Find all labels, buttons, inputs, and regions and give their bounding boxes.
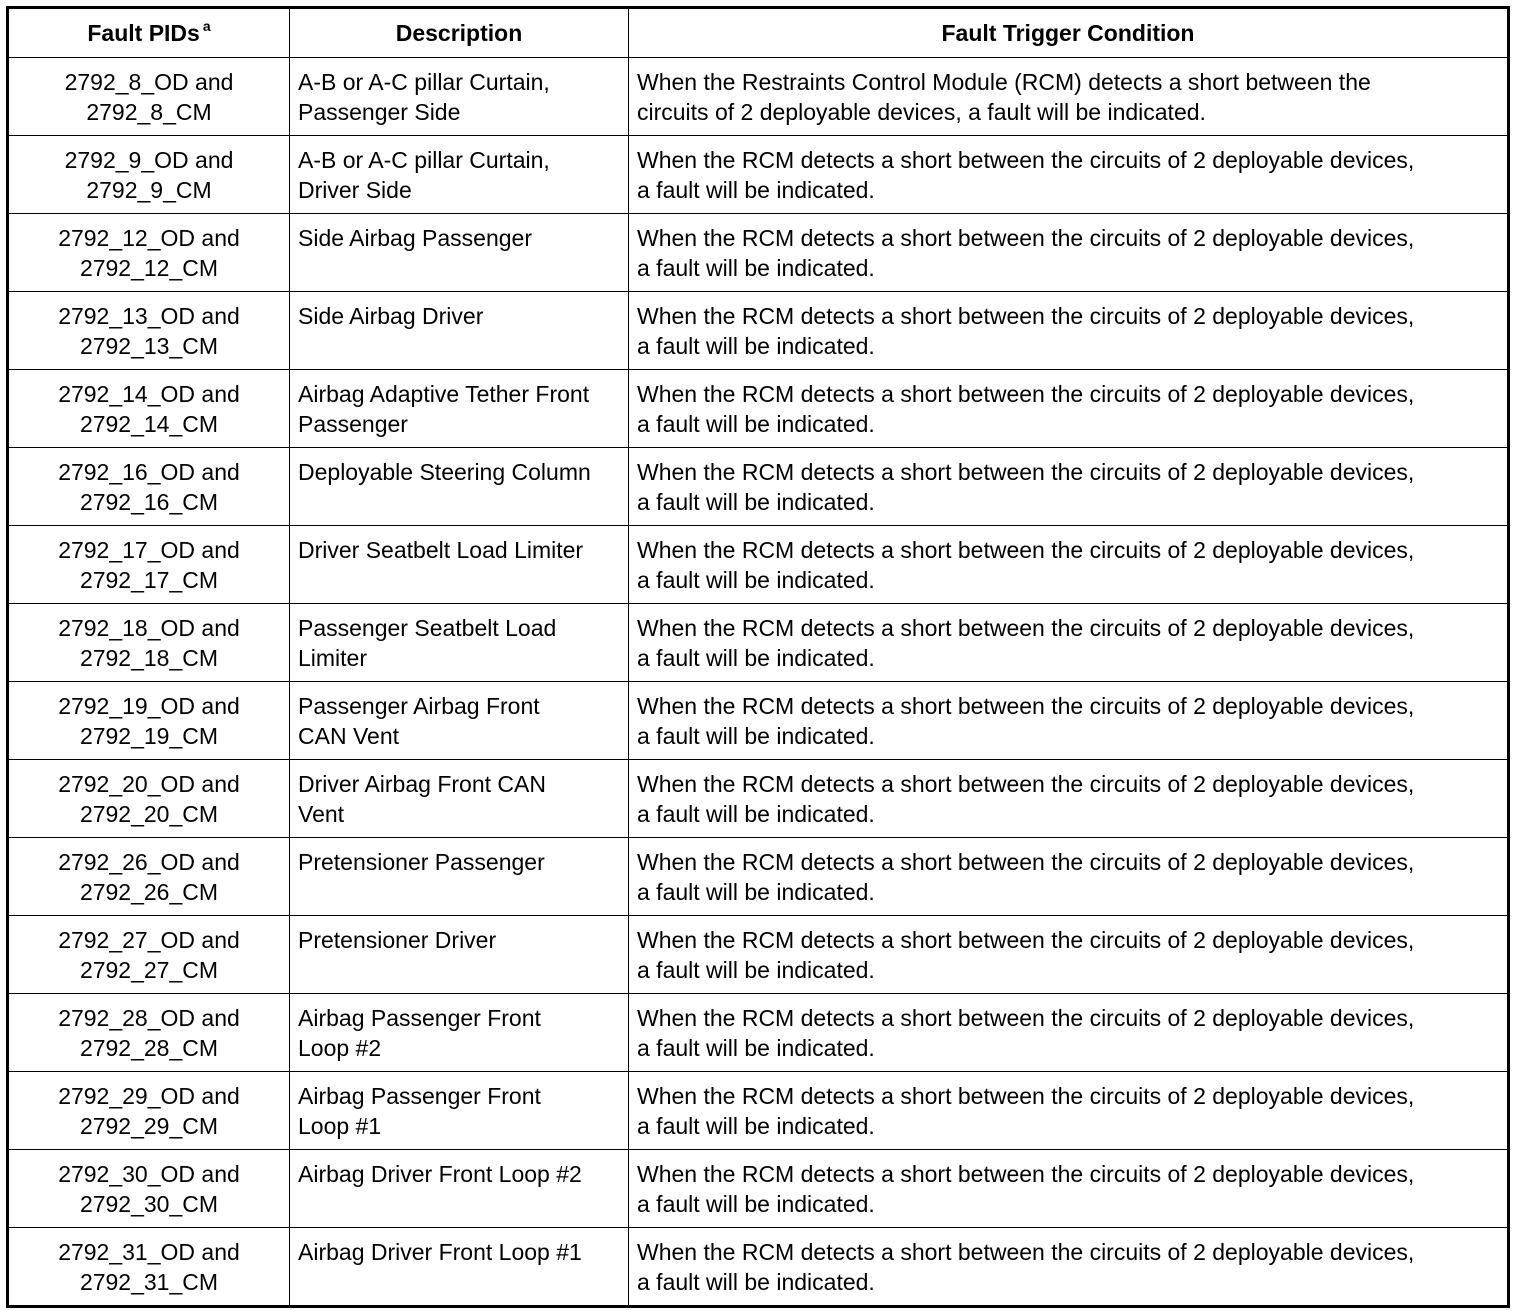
fault-pid-line: 2792_28_OD and (58, 1005, 240, 1031)
description-cell (290, 604, 629, 682)
fault-pid-line: 2792_19_CM (79, 723, 219, 749)
fault-pid-line: 2792_19_OD and (58, 693, 240, 719)
trigger-condition-cell (629, 136, 1509, 214)
header-fault-trigger-condition: Fault Trigger Condition (629, 8, 1509, 58)
fault-pid-line: 2792_12_OD and (58, 225, 240, 251)
fault-pid-cell (8, 1072, 290, 1150)
description-cell (290, 370, 629, 448)
fault-pid-line: 2792_16_OD and (58, 459, 240, 485)
trigger-condition-line: a fault will be indicated. (637, 801, 875, 827)
description-line: Limiter (298, 645, 368, 671)
trigger-condition-line: a fault will be indicated. (637, 879, 875, 905)
description-line: Driver Airbag Front CAN (298, 771, 546, 797)
trigger-condition-cell (629, 370, 1509, 448)
description-line: A-B or A-C pillar Curtain, (298, 147, 550, 173)
description-line: Passenger (298, 411, 408, 437)
trigger-condition-line: a fault will be indicated. (637, 1035, 875, 1061)
fault-pid-cell (8, 994, 290, 1072)
fault-pid-line: 2792_13_CM (79, 333, 219, 359)
trigger-condition-line: When the RCM detects a short between the circuits of 2 deployable devices, (637, 537, 1415, 563)
table-row (8, 292, 1509, 370)
fault-pid-cell (8, 448, 290, 526)
description-line: CAN Vent (298, 723, 399, 749)
description-cell (290, 214, 629, 292)
description-cell (290, 526, 629, 604)
description-line: Airbag Passenger Front (298, 1005, 541, 1031)
table-row (8, 448, 1509, 526)
description-line: Passenger Airbag Front (298, 693, 540, 719)
trigger-condition-line: circuits of 2 deployable devices, a fault will be indicated. (637, 99, 1206, 125)
trigger-condition-line: a fault will be indicated. (637, 255, 875, 281)
trigger-condition-line: When the RCM detects a short between the circuits of 2 deployable devices, (637, 147, 1415, 173)
fault-pid-line: 2792_12_CM (79, 255, 219, 281)
trigger-condition-cell (629, 1150, 1509, 1228)
trigger-condition-line: a fault will be indicated. (637, 411, 875, 437)
fault-pid-line: 2792_28_CM (79, 1035, 219, 1061)
fault-pid-line: 2792_20_OD and (58, 771, 240, 797)
fault-pid-line: 2792_14_OD and (58, 381, 240, 407)
fault-pid-line: 2792_31_CM (79, 1269, 219, 1295)
trigger-condition-line: When the RCM detects a short between the circuits of 2 deployable devices, (637, 849, 1415, 875)
description-line: Airbag Driver Front Loop #1 (298, 1239, 582, 1265)
trigger-condition-line: a fault will be indicated. (637, 567, 875, 593)
fault-pid-cell (8, 1228, 290, 1307)
table-row (8, 214, 1509, 292)
fault-pid-line: 2792_9_OD and (64, 147, 234, 173)
footnote-marker: a (202, 18, 211, 34)
description-cell (290, 58, 629, 136)
header-fault-pids (8, 8, 290, 58)
fault-pid-line: 2792_14_CM (79, 411, 219, 437)
description-line: Airbag Driver Front Loop #2 (298, 1161, 582, 1187)
fault-pid-line: 2792_31_OD and (58, 1239, 240, 1265)
fault-pid-table (6, 6, 1510, 1308)
trigger-condition-cell (629, 1228, 1509, 1307)
trigger-condition-line: a fault will be indicated. (637, 957, 875, 983)
trigger-condition-cell (629, 916, 1509, 994)
fault-pid-line: 2792_30_OD and (58, 1161, 240, 1187)
table-row (8, 760, 1509, 838)
fault-pid-line: 2792_18_CM (79, 645, 219, 671)
trigger-condition-line: When the RCM detects a short between the circuits of 2 deployable devices, (637, 927, 1415, 953)
trigger-condition-line: When the RCM detects a short between the circuits of 2 deployable devices, (637, 1005, 1415, 1031)
trigger-condition-line: When the RCM detects a short between the circuits of 2 deployable devices, (637, 303, 1415, 329)
description-line: Loop #2 (298, 1035, 382, 1061)
table-row (8, 916, 1509, 994)
fault-pid-line: 2792_18_OD and (58, 615, 240, 641)
trigger-condition-line: When the RCM detects a short between the circuits of 2 deployable devices, (637, 459, 1415, 485)
fault-pid-line: 2792_27_CM (79, 957, 219, 983)
trigger-condition-cell (629, 994, 1509, 1072)
fault-pid-line: 2792_20_CM (79, 801, 219, 827)
table-row (8, 994, 1509, 1072)
description-cell (290, 136, 629, 214)
fault-pid-cell (8, 136, 290, 214)
description-line: Side Airbag Passenger (298, 225, 532, 251)
fault-pid-cell (8, 682, 290, 760)
trigger-condition-line: When the RCM detects a short between the circuits of 2 deployable devices, (637, 693, 1415, 719)
fault-pid-line: 2792_9_CM (86, 177, 212, 203)
trigger-condition-cell (629, 760, 1509, 838)
description-line: Passenger Seatbelt Load (298, 615, 557, 641)
table-row (8, 526, 1509, 604)
fault-pid-line: 2792_8_CM (86, 99, 212, 125)
trigger-condition-line: When the RCM detects a short between the circuits of 2 deployable devices, (637, 1161, 1415, 1187)
table-row (8, 604, 1509, 682)
trigger-condition-cell (629, 682, 1509, 760)
trigger-condition-line: When the RCM detects a short between the circuits of 2 deployable devices, (637, 381, 1415, 407)
fault-pid-line: 2792_30_CM (79, 1191, 219, 1217)
fault-pid-cell (8, 604, 290, 682)
trigger-condition-line: When the Restraints Control Module (RCM) detects a short between the (637, 69, 1371, 95)
fault-pid-cell (8, 916, 290, 994)
trigger-condition-cell (629, 58, 1509, 136)
trigger-condition-line: When the RCM detects a short between the circuits of 2 deployable devices, (637, 1239, 1415, 1265)
description-line: Airbag Passenger Front (298, 1083, 541, 1109)
fault-pid-line: 2792_29_CM (79, 1113, 219, 1139)
trigger-condition-line: a fault will be indicated. (637, 177, 875, 203)
header-fault-pids-label: Fault PIDs (87, 20, 200, 46)
description-line: Passenger Side (298, 99, 461, 125)
description-line: Side Airbag Driver (298, 303, 484, 329)
trigger-condition-cell (629, 214, 1509, 292)
table-row (8, 136, 1509, 214)
description-line: Airbag Adaptive Tether Front (298, 381, 590, 407)
header-description: Description (290, 8, 629, 58)
trigger-condition-cell (629, 604, 1509, 682)
description-line: Loop #1 (298, 1113, 382, 1139)
description-line: Deployable Steering Column (298, 459, 591, 485)
trigger-condition-line: a fault will be indicated. (637, 1113, 875, 1139)
table-row (8, 1150, 1509, 1228)
trigger-condition-cell (629, 448, 1509, 526)
description-cell (290, 1150, 629, 1228)
table-body (8, 58, 1509, 1307)
trigger-condition-cell (629, 526, 1509, 604)
table-row (8, 1228, 1509, 1307)
fault-pid-cell (8, 760, 290, 838)
description-line: A-B or A-C pillar Curtain, (298, 69, 550, 95)
trigger-condition-cell (629, 838, 1509, 916)
trigger-condition-line: When the RCM detects a short between the circuits of 2 deployable devices, (637, 225, 1415, 251)
description-cell (290, 1072, 629, 1150)
fault-pid-line: 2792_16_CM (79, 489, 219, 515)
table-row (8, 682, 1509, 760)
description-cell (290, 838, 629, 916)
fault-pid-line: 2792_29_OD and (58, 1083, 240, 1109)
trigger-condition-line: When the RCM detects a short between the circuits of 2 deployable devices, (637, 1083, 1415, 1109)
fault-pid-cell (8, 370, 290, 448)
description-line: Vent (298, 801, 345, 827)
fault-pid-cell (8, 526, 290, 604)
trigger-condition-cell (629, 1072, 1509, 1150)
trigger-condition-line: a fault will be indicated. (637, 489, 875, 515)
fault-pid-cell (8, 58, 290, 136)
header-row (8, 8, 1509, 58)
table-row (8, 1072, 1509, 1150)
table-row (8, 58, 1509, 136)
description-line: Driver Seatbelt Load Limiter (298, 537, 584, 563)
fault-pid-cell (8, 214, 290, 292)
fault-pid-cell (8, 1150, 290, 1228)
fault-pid-line: 2792_13_OD and (58, 303, 240, 329)
description-cell (290, 1228, 629, 1307)
trigger-condition-line: When the RCM detects a short between the circuits of 2 deployable devices, (637, 615, 1415, 641)
description-line: Driver Side (298, 177, 412, 203)
fault-pid-cell (8, 838, 290, 916)
trigger-condition-line: a fault will be indicated. (637, 723, 875, 749)
fault-pid-line: 2792_17_CM (79, 567, 219, 593)
trigger-condition-line: a fault will be indicated. (637, 1191, 875, 1217)
description-cell (290, 916, 629, 994)
fault-pid-line: 2792_26_CM (79, 879, 219, 905)
description-cell (290, 292, 629, 370)
description-cell (290, 994, 629, 1072)
trigger-condition-line: a fault will be indicated. (637, 645, 875, 671)
table-row (8, 370, 1509, 448)
trigger-condition-line: a fault will be indicated. (637, 1269, 875, 1295)
description-line: Pretensioner Driver (298, 927, 497, 953)
fault-pid-line: 2792_8_OD and (64, 69, 234, 95)
table-header (8, 8, 1509, 58)
description-cell (290, 448, 629, 526)
description-cell (290, 682, 629, 760)
table-row (8, 838, 1509, 916)
description-line: Pretensioner Passenger (298, 849, 545, 875)
trigger-condition-line: a fault will be indicated. (637, 333, 875, 359)
trigger-condition-cell (629, 292, 1509, 370)
fault-pid-line: 2792_27_OD and (58, 927, 240, 953)
fault-pid-cell (8, 292, 290, 370)
fault-pid-line: 2792_26_OD and (58, 849, 240, 875)
trigger-condition-line: When the RCM detects a short between the circuits of 2 deployable devices, (637, 771, 1415, 797)
fault-pid-line: 2792_17_OD and (58, 537, 240, 563)
description-cell (290, 760, 629, 838)
